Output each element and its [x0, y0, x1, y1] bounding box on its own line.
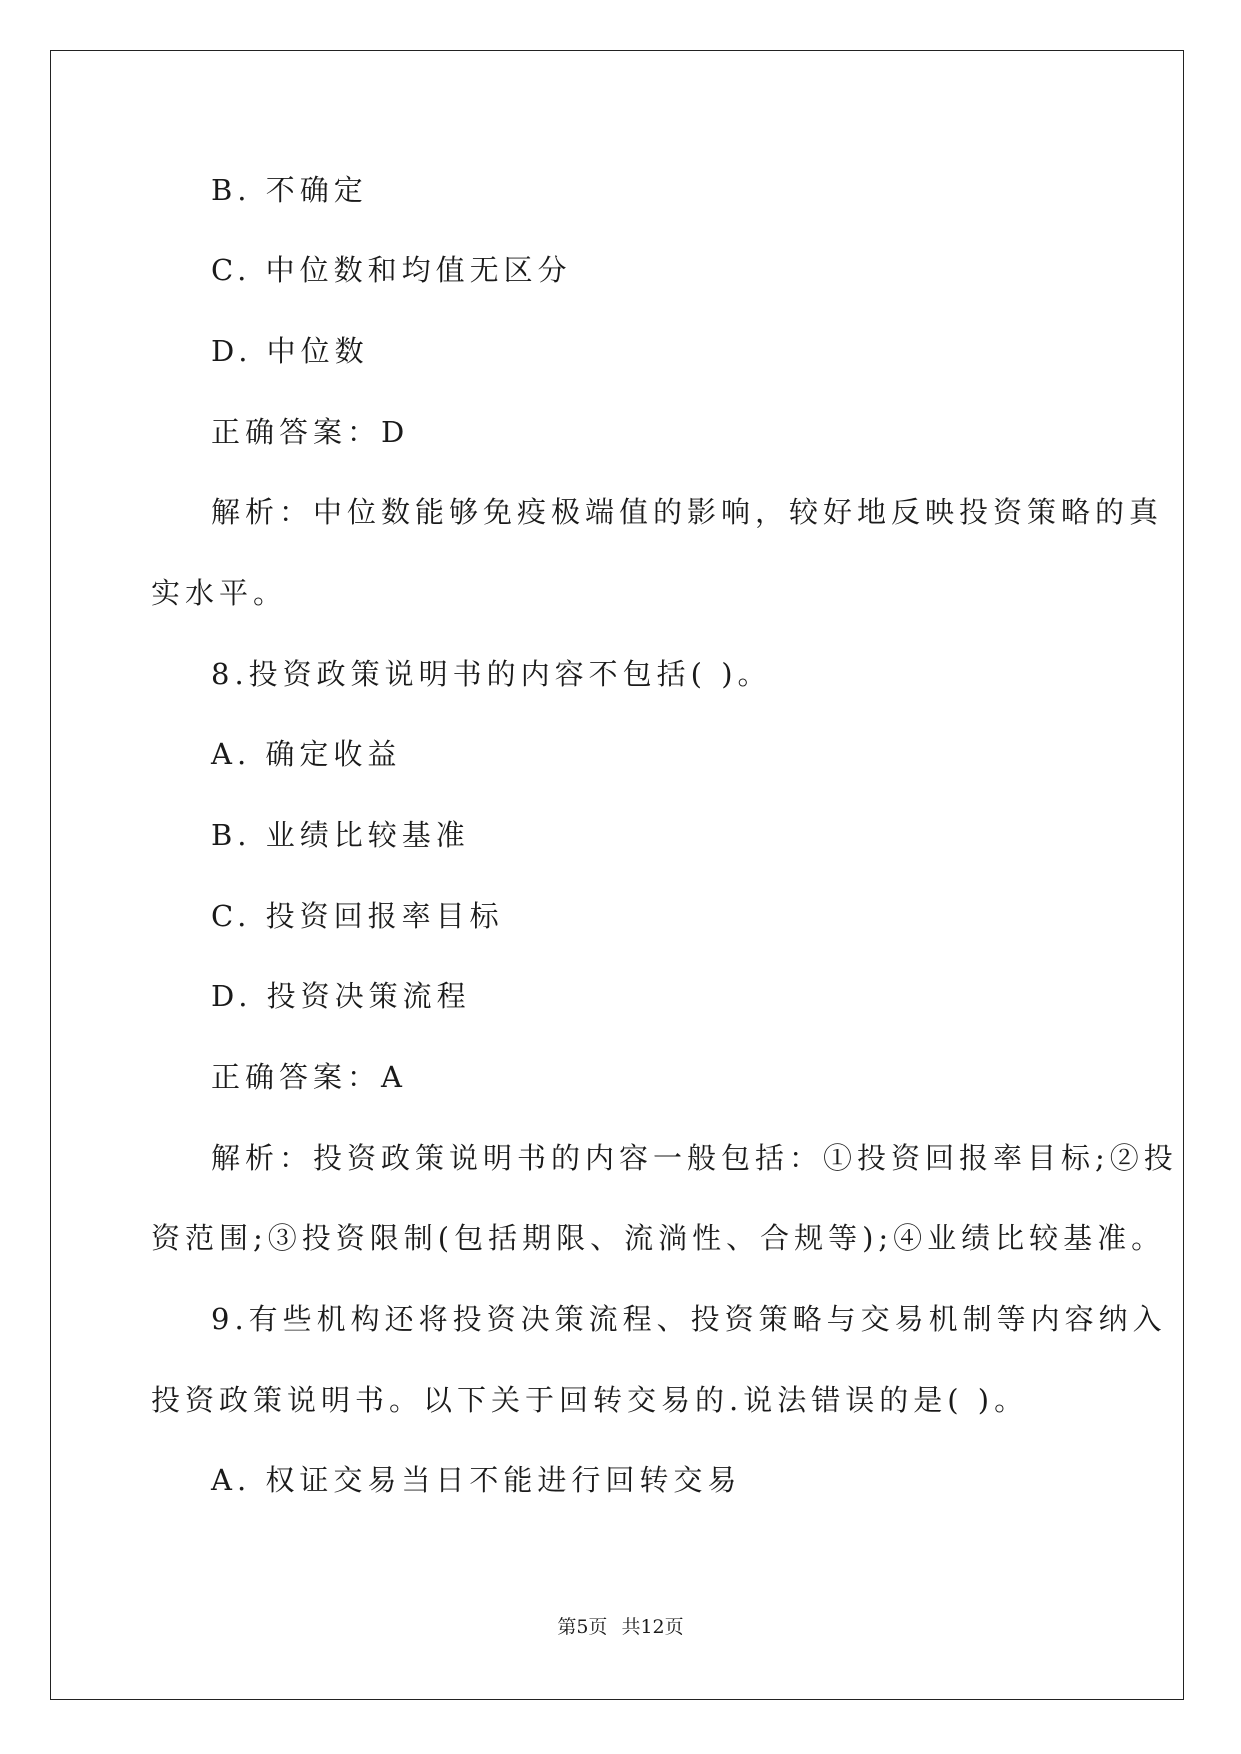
option-c-q8: C. 投资回报率目标: [211, 899, 504, 933]
option-b-q8: B. 业绩比较基准: [211, 818, 470, 852]
question-9-line2: 投资政策说明书。以下关于回转交易的.说法错误的是( )。: [151, 1383, 1029, 1417]
explanation-q7-line2: 实水平。: [151, 576, 288, 610]
explanation-q8-line1: 解析：投资政策说明书的内容一般包括：①投资回报率目标;②投: [211, 1141, 1178, 1175]
option-d-q7: D. 中位数: [211, 334, 369, 368]
option-c-q7: C. 中位数和均值无区分: [211, 253, 572, 287]
option-a-q9: A. 权证交易当日不能进行回转交易: [211, 1463, 742, 1497]
question-8: 8.投资政策说明书的内容不包括( )。: [211, 657, 772, 691]
page-number-total: 共12页: [621, 1616, 684, 1638]
option-b-q7: B. 不确定: [211, 173, 368, 207]
page-footer: [0, 1618, 1241, 1637]
answer-q7: 正确答案：D: [211, 415, 410, 449]
question-9-line1: 9.有些机构还将投资决策流程、投资策略与交易机制等内容纳入: [211, 1302, 1167, 1336]
option-a-q8: A. 确定收益: [211, 737, 402, 771]
page-border: [50, 50, 1184, 1700]
explanation-q8-line2: 资范围;③投资限制(包括期限、流淌性、合规等);④业绩比较基准。: [151, 1221, 1166, 1255]
page-number-current: 第5页: [557, 1616, 608, 1638]
answer-q8: 正确答案：A: [211, 1060, 407, 1094]
option-d-q8: D. 投资决策流程: [211, 979, 471, 1013]
explanation-q7-line1: 解析：中位数能够免疫极端值的影响，较好地反映投资策略的真: [211, 495, 1164, 529]
